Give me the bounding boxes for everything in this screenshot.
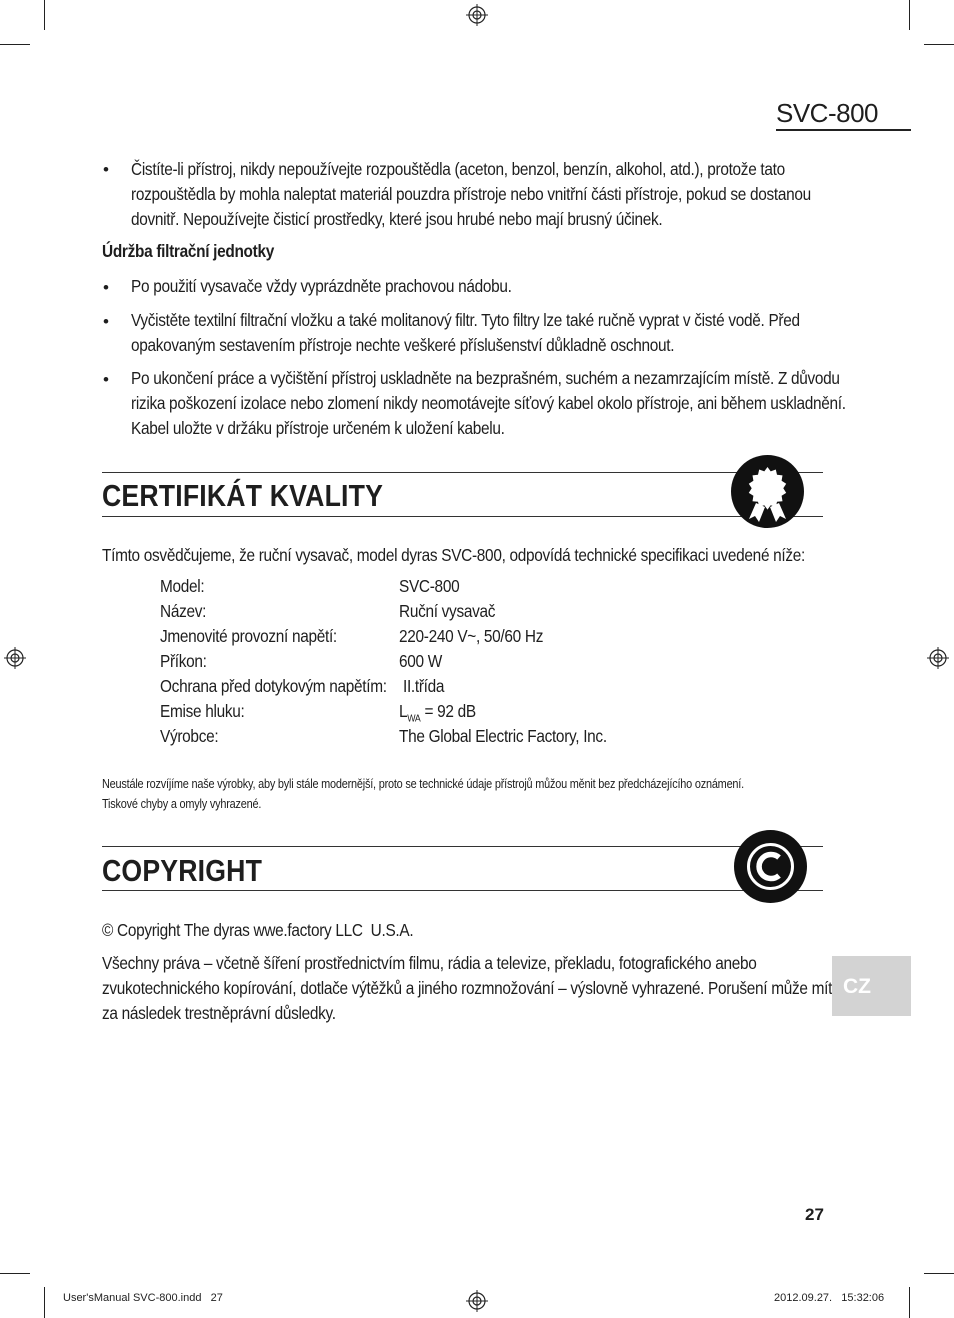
registration-mark-icon: [466, 1290, 488, 1312]
copyright-title: COPYRIGHT: [102, 853, 263, 888]
page-number: 27: [805, 1205, 824, 1224]
rosette-icon: [731, 455, 804, 528]
filter-bullet-line: Po použití vysavače vždy vyprázdněte prachovou nádobu.: [131, 276, 512, 296]
intro-line: rozpouštědla by mohla naleptat materiál pouzdra přístroje nebo vnitřní části přístroje, pokud se dostanou: [131, 184, 811, 204]
copyright-icon: [734, 830, 807, 903]
disclaimer-line: Neustále rozvíjíme naše výrobky, aby byli stále modernější, proto se technické údaje přístrojů můžou měnit bez předcházejícího oznámení.: [102, 776, 744, 791]
crop-mark: [909, 0, 910, 30]
filter-bullet-line: rizika poškození izolace nebo zlomení nikdy neomotávejte síťový kabel okolo přístroje, ani během uskladnění.: [131, 393, 846, 413]
footer-file-info: User'sManual SVC-800.indd 27: [63, 1292, 223, 1304]
header-rule: [776, 129, 911, 131]
rights-line: za následek trestněprávní důsledky.: [102, 1003, 336, 1023]
spec-value: SVC-800: [399, 576, 460, 596]
spec-value-sub: WA: [407, 713, 421, 725]
section-rule-bottom: [102, 516, 823, 517]
filter-heading: Údržba filtrační jednotky: [102, 241, 274, 261]
filter-bullet-line: Vyčistěte textilní filtrační vložku a také molitanový filtr. Tyto filtry lze také ručně vyprat v čisté vodě. Před: [131, 310, 800, 330]
bullet-symbol: •: [103, 160, 109, 179]
registration-mark-icon: [4, 647, 26, 669]
crop-mark: [44, 1287, 45, 1318]
intro-line: Čistíte-li přístroj, nikdy nepoužívejte rozpouštědla (aceton, benzol, benzín, alkohol, atd.), protože tato: [131, 159, 785, 179]
spec-value: Ruční vysavač: [399, 601, 496, 621]
spec-value-rest: = 92 dB: [420, 701, 476, 721]
section-rule-bottom: [102, 890, 823, 891]
rights-line: zvukotechnického kopírování, dotlače výtěžků a jiného rozmnožování – výslovně vyhrazené. Porušení může mít: [102, 978, 833, 998]
crop-mark: [924, 1273, 954, 1274]
footer-timestamp: 2012.09.27. 15:32:06: [774, 1292, 885, 1304]
bullet-symbol: •: [103, 278, 109, 297]
registration-mark-icon: [466, 4, 488, 26]
spec-label: Příkon:: [160, 651, 207, 671]
crop-mark: [0, 44, 30, 45]
copyright-line: © Copyright The dyras wwe.factory LLC U.S.A.: [102, 920, 414, 940]
spec-label: Model:: [160, 576, 205, 596]
crop-mark: [909, 1287, 910, 1318]
spec-label: Ochrana před dotykovým napětím:: [160, 676, 387, 696]
language-tab: [832, 956, 911, 1016]
spec-label: Název:: [160, 601, 207, 621]
filter-bullet-line: opakovaným sestavením přístroje nechte veškeré příslušenství důkladně oschnout.: [131, 335, 675, 355]
section-rule-top: [102, 846, 823, 847]
spec-label: Výrobce:: [160, 726, 219, 746]
spec-label: Emise hluku:: [160, 701, 245, 721]
spec-value: The Global Electric Factory, Inc.: [399, 726, 607, 746]
spec-value: 600 W: [399, 651, 442, 671]
section-rule-top: [102, 472, 823, 473]
spec-value: II.třída: [399, 676, 445, 696]
spec-value: [399, 701, 476, 725]
certificate-title: CERTIFIKÁT KVALITY: [102, 478, 384, 513]
disclaimer-line: Tiskové chyby a omyly vyhrazené.: [102, 796, 262, 811]
language-tab-label: CZ: [843, 975, 871, 998]
certificate-intro: Tímto osvědčujeme, že ruční vysavač, model dyras SVC-800, odpovídá technické specifikaci uvedené níže:: [102, 545, 806, 565]
spec-value-main: L: [399, 701, 408, 721]
bullet-symbol: •: [103, 312, 109, 331]
rights-line: Všechny práva – včetně šíření prostřednictvím filmu, rádia a televize, překladu, fotografického anebo: [102, 953, 757, 973]
registration-mark-icon: [927, 647, 949, 669]
crop-mark: [924, 44, 954, 45]
model-header: SVC-800: [776, 98, 878, 128]
crop-mark: [44, 0, 45, 30]
filter-bullet-line: Po ukončení práce a vyčištění přístroj uskladněte na bezprašném, suchém a nezamrzajícím místě. Z důvodu: [131, 368, 840, 388]
intro-line: dovnitř. Nepoužívejte čisticí prostředky, které jsou hrubé nebo mají brusný účinek.: [131, 209, 663, 229]
spec-value: 220-240 V~, 50/60 Hz: [399, 626, 544, 646]
crop-mark: [0, 1273, 30, 1274]
spec-label: Jmenovité provozní napětí:: [160, 626, 337, 646]
filter-bullet-line: Kabel uložte v držáku přístroje určeném k uložení kabelu.: [131, 418, 505, 438]
bullet-symbol: •: [103, 370, 109, 389]
